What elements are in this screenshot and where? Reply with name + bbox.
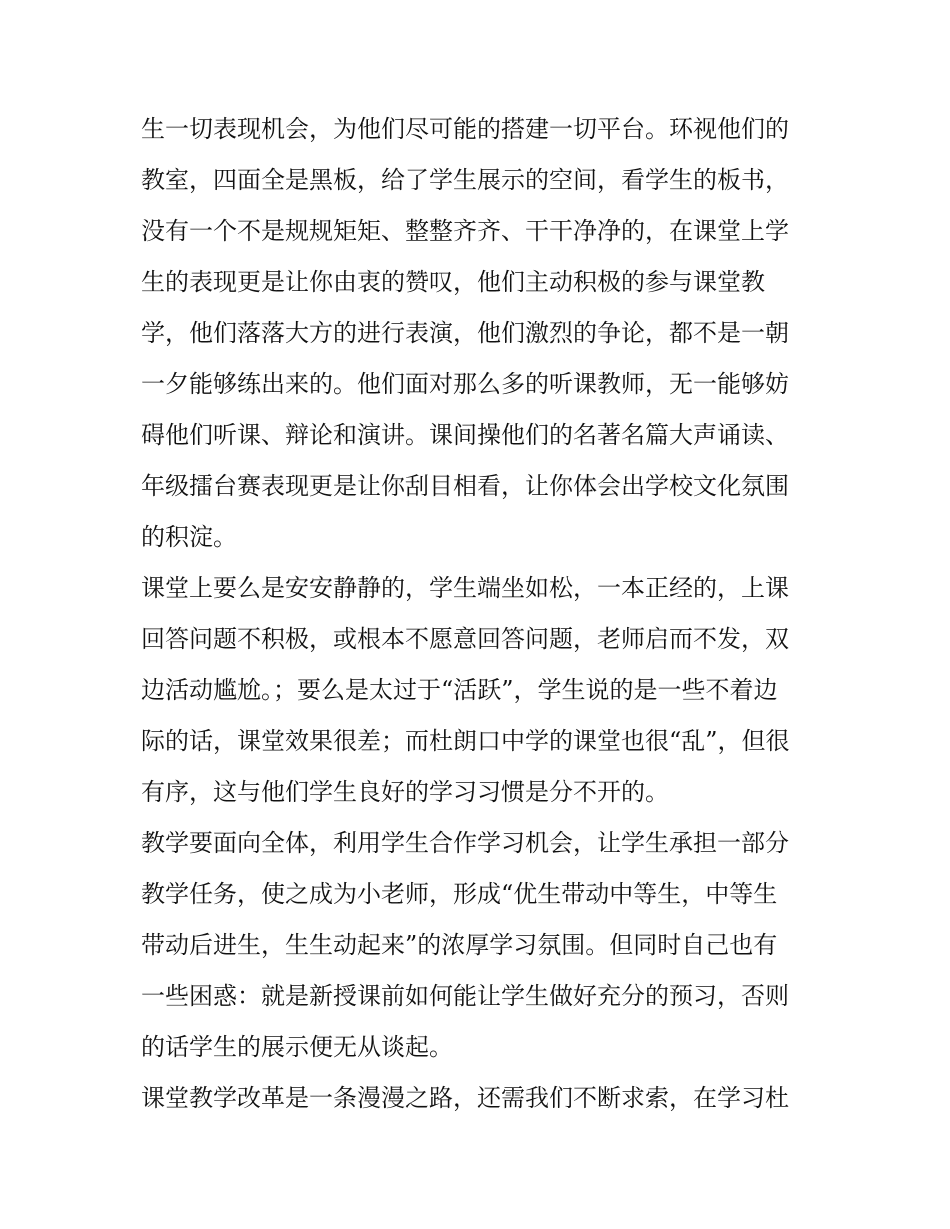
text-line: 生的表现更是让你由衷的赞叹，他们主动积极的参与课堂教	[141, 268, 765, 296]
text-line: 没有一个不是规规矩矩、整整齐齐、干干净净的，在课堂上学	[141, 217, 789, 245]
text-line: 学，他们落落大方的进行表演，他们激烈的争论，都不是一朝	[141, 319, 789, 347]
text-line: 边活动尴尬。；要么是太过于“活跃”，学生说的是一些不着边	[141, 676, 778, 704]
text-line: 教室，四面全是黑板，给了学生展示的空间，看学生的板书，	[141, 166, 789, 194]
text-line: 际的话，课堂效果很差；而杜朗口中学的课堂也很“乱”，但很	[141, 727, 790, 755]
text-line: 碍他们听课、辩论和演讲。课间操他们的名著名篇大声诵读、	[141, 421, 789, 449]
text-line: 课堂上要么是安安静静的，学生端坐如松，一本正经的，上课	[141, 574, 789, 602]
text-line: 的话学生的展示便无从谈起。	[141, 1033, 453, 1061]
text-line: 一夕能够练出来的。他们面对那么多的听课教师，无一能够妨	[141, 370, 789, 398]
text-line: 课堂教学改革是一条漫漫之路，还需我们不断求索，在学习杜	[141, 1084, 789, 1112]
text-line: 年级擂台赛表现更是让你刮目相看，让你体会出学校文化氛围	[141, 472, 789, 500]
document-body	[141, 104, 821, 1124]
text-line: 的积淀。	[141, 523, 237, 551]
text-line: 回答问题不积极，或根本不愿意回答问题，老师启而不发，双	[141, 625, 789, 653]
text-line: 教学任务，使之成为小老师，形成“优生带动中等生，中等生	[141, 880, 778, 908]
text-line: 教学要面向全体，利用学生合作学习机会，让学生承担一部分	[141, 829, 789, 857]
text-line: 生一切表现机会，为他们尽可能的搭建一切平台。环视他们的	[141, 115, 789, 143]
text-line: 有序，这与他们学生良好的学习习惯是分不开的。	[141, 778, 669, 806]
text-line: 一些困惑：就是新授课前如何能让学生做好充分的预习，否则	[141, 982, 789, 1010]
text-line: 带动后进生，生生动起来”的浓厚学习氛围。但同时自己也有	[141, 931, 778, 959]
